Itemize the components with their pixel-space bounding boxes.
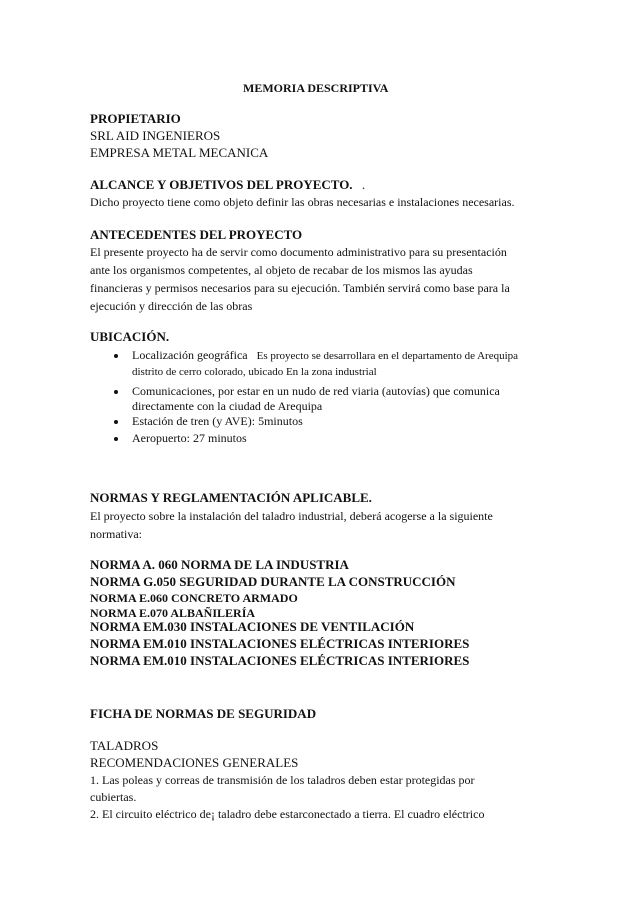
normas-line: El proyecto sobre la instalación del taladro industrial, deberá acogerse a la siguiente: [90, 509, 493, 523]
antecedentes-line: ante los organismos competentes, al objeto de recabar de los mismos las ayudas: [90, 263, 473, 277]
bullet-dot: [114, 354, 118, 358]
norma-item: NORMA E.070 ALBAÑILERÍA: [90, 606, 256, 620]
section-heading-propietario: PROPIETARIO: [90, 111, 181, 126]
bullet-dot: [114, 390, 118, 394]
norma-item: NORMA E.060 CONCRETO ARMADO: [90, 591, 298, 605]
document-title: MEMORIA DESCRIPTIVA: [243, 81, 389, 95]
bullet-dot: [114, 420, 118, 424]
alcance-heading-text: ALCANCE Y OBJETIVOS DEL PROYECTO.: [90, 177, 353, 192]
section-heading-normas: NORMAS Y REGLAMENTACIÓN APLICABLE.: [90, 490, 372, 505]
antecedentes-line: El presente proyecto ha de servir como documento administrativo para su presentación: [90, 245, 507, 259]
norma-item: NORMA EM.010 INSTALACIONES ELÉCTRICAS INTERIORES: [90, 653, 470, 668]
ficha-line: cubiertas.: [90, 790, 137, 804]
bullet-line2: distrito de cerro colorado, ubicado En la zona industrial: [132, 366, 377, 378]
norma-item: NORMA EM.010 INSTALACIONES ELÉCTRICAS INTERIORES: [90, 636, 470, 651]
antecedentes-line: ejecución y dirección de las obras: [90, 299, 253, 313]
norma-item: NORMA A. 060 NORMA DE LA INDUSTRIA: [90, 557, 349, 572]
ficha-line: TALADROS: [90, 738, 159, 753]
section-heading-antecedentes: ANTECEDENTES DEL PROYECTO: [90, 227, 303, 242]
bullet-item: Aeropuerto: 27 minutos: [132, 431, 247, 445]
section-heading-ficha: FICHA DE NORMAS DE SEGURIDAD: [90, 706, 317, 721]
ficha-line: 1. Las poleas y correas de transmisión de los taladros deben estar protegidas por: [90, 773, 475, 787]
normas-line: normativa:: [90, 527, 142, 541]
ficha-line: 2. El circuito eléctrico de¡ taladro debe estarconectado a tierra. El cuadro eléctrico: [90, 807, 485, 821]
bullet-item: Comunicaciones, por estar en un nudo de red viaria (autovías) que comunica: [132, 384, 500, 398]
propietario-line: EMPRESA METAL MECANICA: [90, 145, 269, 160]
section-heading-ubicacion: UBICACIÓN.: [90, 329, 170, 344]
propietario-line: SRL AID INGENIEROS: [90, 128, 221, 143]
section-heading-alcance: [90, 177, 365, 193]
bullet-rest: Es proyecto se desarrollara en el departamento de Arequipa: [256, 350, 519, 362]
bullet-item: [132, 347, 518, 364]
bullet-line2: directamente con la ciudad de Arequipa: [132, 399, 323, 413]
bullet-lead: Localización geográfica: [132, 348, 248, 362]
alcance-heading-suffix: .: [361, 177, 366, 192]
bullet-dot: [114, 437, 118, 441]
bullet-item: Estación de tren (y AVE): 5minutos: [132, 414, 303, 428]
norma-item: NORMA G.050 SEGURIDAD DURANTE LA CONSTRUCCIÓN: [90, 574, 456, 589]
norma-item: NORMA EM.030 INSTALACIONES DE VENTILACIÓN: [90, 619, 415, 634]
antecedentes-line: financieras y permisos necesarios para su ejecución. También servirá como base para la: [90, 281, 510, 295]
ficha-line: RECOMENDACIONES GENERALES: [90, 755, 299, 770]
alcance-text: Dicho proyecto tiene como objeto definir las obras necesarias e instalaciones necesarias.: [90, 195, 515, 209]
